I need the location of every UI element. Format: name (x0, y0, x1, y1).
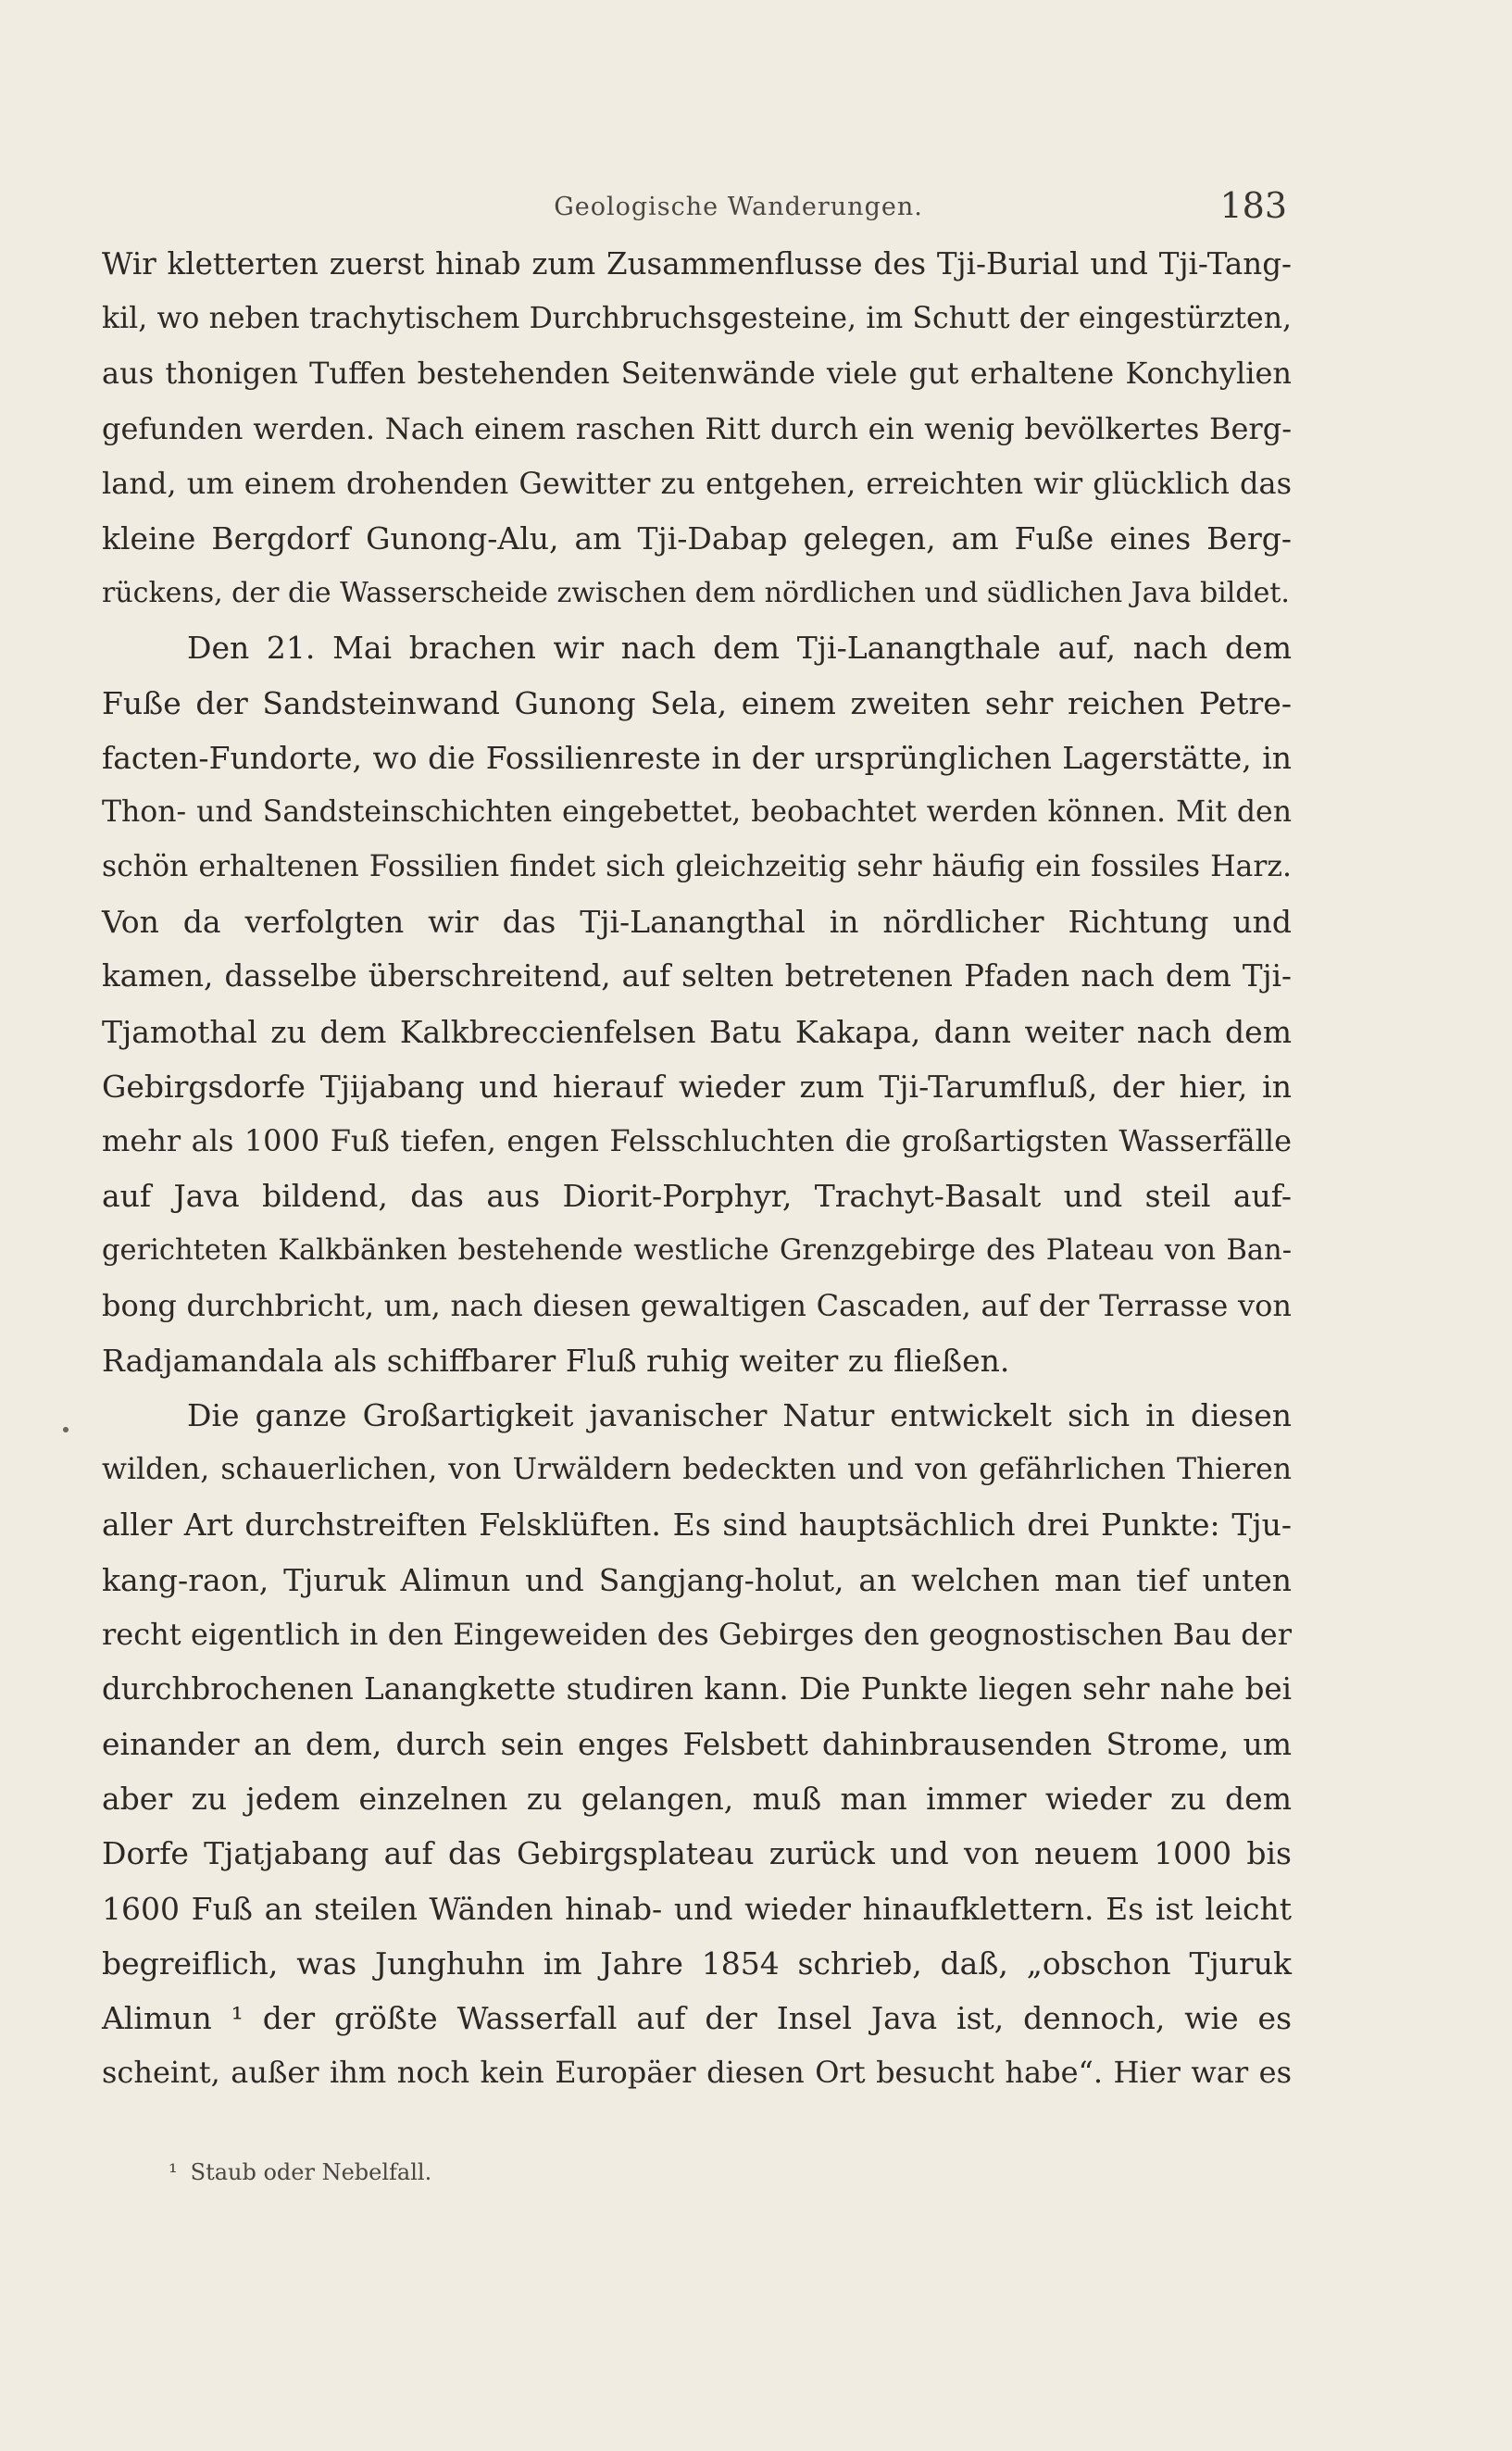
text-line: aller Art durchstreiften Felsklüften. Es sind hauptsächlich drei Punkte: Tju- (102, 1507, 1292, 1544)
text-line: aus thonigen Tuffen bestehenden Seitenwände viele gut erhaltene Konchylien (102, 356, 1292, 392)
text-line: bong durchbricht, um, nach diesen gewaltigen Cascaden, auf der Terrasse von (102, 1287, 1292, 1323)
text-line: Von da verfolgten wir das Tji-Lanangthal in nördlicher Richtung und (102, 904, 1292, 941)
text-line: kil, wo neben trachytischem Durchbruchsgesteine, im Schutt der eingestürzten, (102, 302, 1292, 336)
text-line: Tjamothal zu dem Kalkbreccienfelsen Batu Kakapa, dann weiter nach dem (102, 1013, 1292, 1050)
text-line: schön erhaltenen Fossilien findet sich gleichzeitig sehr häufig ein fossiles Harz. (102, 850, 1292, 884)
text-line: facten-Fundorte, wo die Fossilienreste in der ursprünglichen Lagerstätte, in (102, 739, 1292, 776)
text-line: kamen, dasselbe überschreitend, auf selten betretenen Pfaden nach dem Tji- (102, 958, 1292, 994)
text-line: 1600 Fuß an steilen Wänden hinab- und wieder hinaufklettern. Es ist leicht (102, 1890, 1292, 1927)
text-line: kleine Bergdorf Gunong-Alu, am Tji-Dabap gelegen, am Fuße eines Berg- (102, 519, 1292, 556)
footnote-text: Staub oder Nebelfall. (190, 2159, 432, 2185)
page-number: 183 (1219, 185, 1287, 226)
text-line: Thon- und Sandsteinschichten eingebettet, beobachtet werden können. Mit den (102, 794, 1292, 829)
text-line: Den 21. Mai brachen wir nach dem Tji-Lanangthale auf, nach dem (187, 630, 1292, 667)
footnote (169, 2159, 431, 2185)
text-line: Fuße der Sandsteinwand Gunong Sela, einem zweiten sehr reichen Petre- (102, 684, 1292, 721)
text-line: gerichteten Kalkbänken bestehende westliche Grenzgebirge des Plateau von Ban- (102, 1234, 1292, 1268)
margin-mark (63, 1427, 69, 1432)
text-line: durchbrochenen Lanangkette studiren kann. Die Punkte liegen sehr nahe bei (102, 1670, 1292, 1707)
text-line: Wir kletterten zuerst hinab zum Zusammenflusse des Tji-Burial und Tji-Tang- (102, 246, 1292, 281)
text-line: aber zu jedem einzelnen zu gelangen, muß man immer wieder zu dem (102, 1781, 1292, 1818)
text-line: auf Java bildend, das aus Diorit-Porphyr, Trachyt-Basalt und steil auf- (102, 1178, 1292, 1215)
text-line: Gebirgsdorfe Tjijabang und hierauf wieder zum Tji-Tarumfluß, der hier, in (102, 1068, 1292, 1105)
text-line: mehr als 1000 Fuß tiefen, engen Felsschluchten die großartigsten Wasserfälle (102, 1123, 1292, 1158)
footnote-marker: ¹ (169, 2159, 178, 2185)
text-line: land, um einem drohenden Gewitter zu entgehen, erreichten wir glücklich das (102, 465, 1292, 501)
page-header (190, 185, 1287, 233)
running-title: Geologische Wanderungen. (554, 193, 923, 221)
text-line: kang-raon, Tjuruk Alimun und Sangjang-holut, an welchen man tief unten (102, 1561, 1292, 1598)
text-line: scheint, außer ihm noch kein Europäer diesen Ort besucht habe“. Hier war es (102, 2055, 1292, 2091)
text-line: rückens, der die Wasserscheide zwischen dem nördlichen und südlichen Java bildet. (102, 577, 1290, 610)
text-line: Radjamandala als schiffbarer Fluß ruhig weiter zu fließen. (102, 1342, 1010, 1379)
text-line: Dorfe Tjatjabang auf das Gebirgsplateau zurück und von neuem 1000 bis (102, 1835, 1292, 1872)
text-line: Die ganze Großartigkeit javanischer Natur entwickelt sich in diesen (187, 1396, 1292, 1433)
text-line: Alimun ¹ der größte Wasserfall auf der Insel Java ist, dennoch, wie es (102, 2000, 1292, 2036)
text-line: begreiflich, was Junghuhn im Jahre 1854 schrieb, daß, „obschon Tjuruk (102, 1945, 1292, 1982)
text-line: gefunden werden. Nach einem raschen Ritt durch ein wenig bevölkertes Berg- (102, 410, 1292, 446)
text-line: recht eigentlich in den Eingeweiden des Gebirges den geognostischen Bau der (102, 1616, 1292, 1652)
text-line: einander an dem, durch sein enges Felsbett dahinbrausenden Strome, um (102, 1726, 1292, 1763)
body-text (102, 237, 1292, 2100)
text-line: wilden, schauerlichen, von Urwäldern bedeckten und von gefährlichen Thieren (102, 1453, 1292, 1487)
